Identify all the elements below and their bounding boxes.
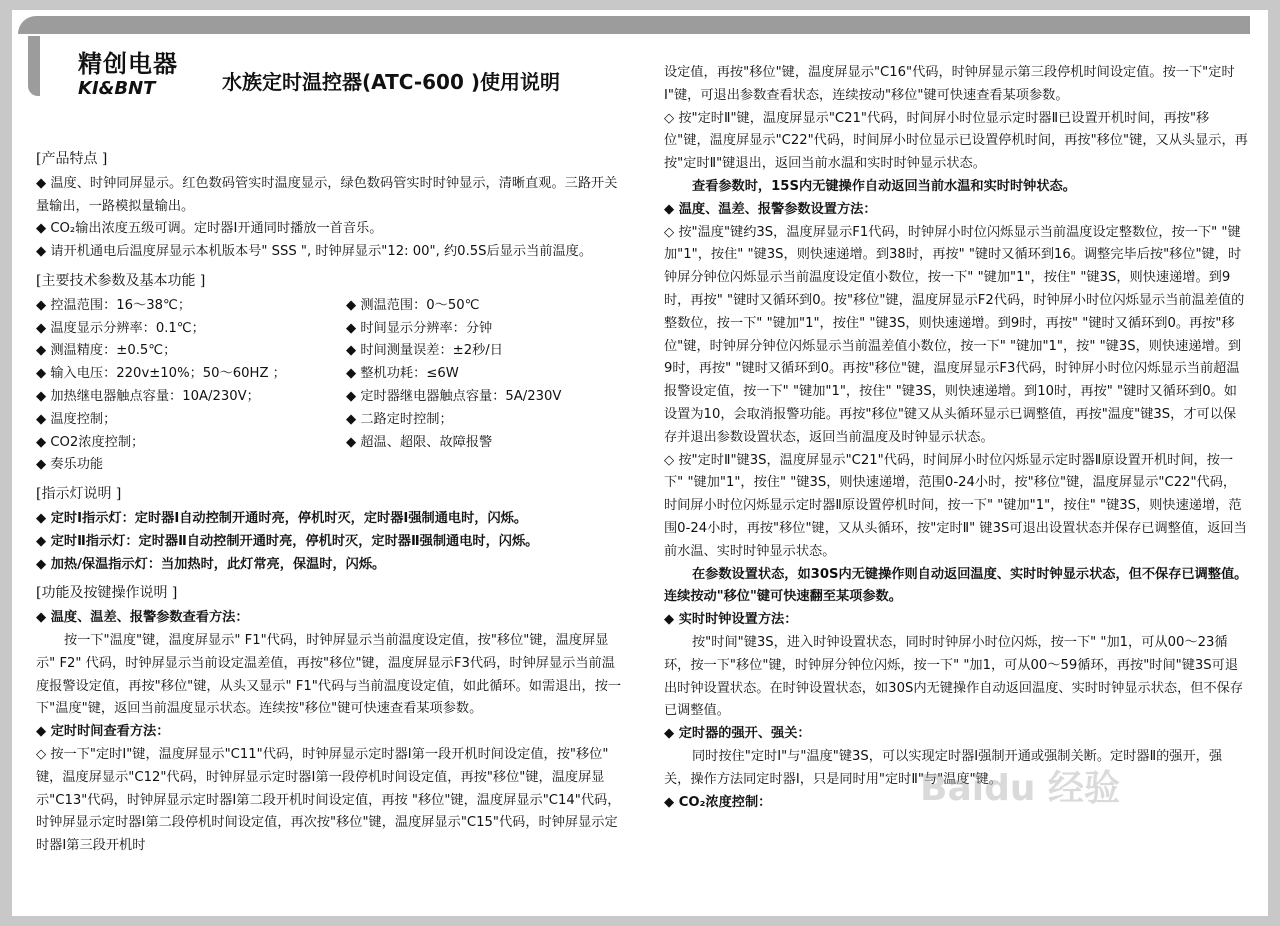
right-column (664, 62, 1248, 814)
document-title: 水族定时温控器(ATC-600 )使用说明 (222, 70, 560, 94)
timer2-set-text: ◇ 按"定时Ⅱ"键3S，温度屏显示"C21"代码，时间屏小时位闪烁显示定时器Ⅱ原设置开机时间，按一下" "键加"1"，按住" "键3S，则快速递增，范围0-24小时，按"移位"键，温度屏显示"C22"代码，时间屏小时位闪烁显示定时器Ⅱ原设置停机时间，按一下" "键加"1"，按住" "键3S，则快速递增，范围0-24小时，再按"移位"键，又从头循环，按"定时Ⅱ" 键3S可退出设置状态并保存已调整值，返回当前水温、实时时钟显示状态。 (664, 452, 1247, 559)
force-text: 同时按住"定时Ⅰ"与"温度"键3S，可以实现定时器Ⅰ强制开通或强制关断。定时器Ⅱ的强开，强关，操作方法同定时器Ⅰ，只是同时用"定时Ⅱ"与"温度"键。 (664, 748, 1223, 787)
temp-check-heading: ◆ 温度、温差、报警参数查看方法： (36, 610, 249, 626)
spec-item: ◆ 温度控制； (36, 411, 117, 427)
watermark: Baidu 经验 (920, 768, 1121, 809)
indicator-item: ◆ 加热/保温指示灯：当加热时，此灯常亮，保温时，闪烁。 (36, 556, 386, 572)
spec-item: ◆ 奏乐功能 (36, 457, 104, 473)
spec-item: ◆ 整机功耗：≤6W (346, 366, 459, 382)
feature-item: ◆ 温度、时钟同屏显示。红色数码管实时温度显示，绿色数码管实时时钟显示，清晰直观。三路开关量输出，一路模拟量输出。 (36, 175, 618, 214)
spec-item: ◆ 测温范围：0～50℃ (346, 297, 480, 313)
header-bar (18, 16, 1250, 34)
logo-cn: 精创电器 (78, 50, 178, 78)
spec-item: ◆ 定时器继电器触点容量：5A/230V (346, 388, 562, 404)
temp-check-text: 按一下"温度"键，温度屏显示" F1"代码，时钟屏显示当前温度设定值，按"移位"键，温度屏显示" F2" 代码，时钟屏显示当前设定温差值，再按"移位"键，温度屏显示F3代码，时钟屏显示当前温度报警设定值，再按"移位"键，从头又显示" F1"代码与当前温度设定值，如此循环。如需退出，按一下"温度"键，返回当前温度显示状态。连续按"移位"键可快速查看某项参数。 (36, 632, 622, 717)
force-heading: ◆ 定时器的强开、强关： (664, 726, 811, 742)
clock-set-heading: ◆ 实时时钟设置方法： (664, 612, 798, 628)
spec-item: ◆ 控温范围：16～38℃； (36, 297, 192, 313)
section-indicators-heading: [指示灯说明 ] (36, 486, 122, 503)
indicator-item: ◆ 定时Ⅰ指示灯：定时器Ⅰ自动控制开通时亮，停机时灭，定时器Ⅰ强制通电时，闪烁。 (36, 510, 528, 526)
timer-check-text: ◇ 按一下"定时Ⅰ"键，温度屏显示"C11"代码，时钟屏显示定时器Ⅰ第一段开机时间设定值，按"移位" 键，温度屏显示"C12"代码，时钟屏显示定时器Ⅰ第一段停机时间设定值，再按"移位"键，温度屏显示"C13"代码，时钟屏显示定时器Ⅰ第二段开机时间设定值，再按 "移位"键，温度屏显示"C14"代码，时钟屏显示定时器Ⅰ第二段停机时间设定值，再次按"移位"键，温度屏显示"C15"代码，时钟屏显示定时器Ⅰ第三段开机时 (36, 746, 621, 854)
spec-item: ◆ 输入电压：220v±10%；50～60HZ ； (36, 366, 286, 382)
section-specs-heading: [主要技术参数及基本功能 ] (36, 272, 206, 289)
param-set-heading: ◆ 温度、温差、报警参数设置方法： (664, 201, 877, 217)
spec-item: ◆ CO2浓度控制； (36, 434, 145, 450)
section-features-heading: [产品特点 ] (36, 151, 108, 167)
timer-check-heading: ◆ 定时时间查看方法： (36, 724, 170, 740)
spec-item: ◆ 温度显示分辨率：0.1℃； (36, 320, 205, 336)
brand-logo (28, 36, 198, 104)
co2-heading: ◆ CO₂浓度控制： (664, 794, 772, 810)
logo-swoop (28, 36, 40, 96)
spec-item: ◆ 时间测量误差：±2秒/日 (346, 343, 503, 359)
clock-set-text: 按"时间"键3S，进入时钟设置状态，同时时钟屏小时位闪烁，按一下" "加1，可从00～23循环，按一下"移位"键，时钟屏分钟位闪烁，按一下" "加1，可从00～59循环，再按"时间"键3S可退出时钟设置状态。在时钟设置状态，如30S内无键操作自动返回温度、实时时钟显示状态，但不保存已调整值。 (664, 634, 1244, 719)
spec-item: ◆ 加热继电器触点容量：10A/230V； (36, 388, 260, 404)
param-set-text: ◇ 按"温度"键约3S，温度屏显示F1代码，时钟屏小时位闪烁显示当前温度设定整数位，按一下" "键加"1"，按住" "键3S，则快速递增。到38时，再按" "键时又循环到16。调整完毕后按"移位"键，时钟屏分钟位闪烁显示当前温度设定值小数位，按一下" "键加"1"，按住" "键3S，则快速递增。到9时，再按" "键时又循环到0。按"移位"键，温度屏显示F2代码，时钟屏小时位闪烁显示当前温差值的整数位，按一下" "键加"1"，按住" "键3S，则快速递增。到9时，再按" "键时又循环到0。再按"移位"键，时钟屏分钟位闪烁显示当前温差值小数位，按一下" "键加"1"，按" "键3S，则快速递增。到9时，再按" "键时又循环到0。再按"移位"键，温度屏显示F3代码，时钟屏小时位闪烁显示当前超温报警设定值，按一下" "键加"1"，按住" "键3S，则快速递增。到10时，再按" "键时又循环到0。如设置为10，会取消报警功能。再按"移位"键又从头循环显示已调整值，再按"温度"键3S，才可以保存并退出参数设置状态，返回当前温度及时钟显示状态。 (664, 224, 1245, 445)
specs-grid (36, 295, 624, 477)
logo-en: KI&BNT (78, 78, 156, 99)
section-functions-heading: [功能及按键操作说明 ] (36, 585, 178, 602)
left-column (36, 142, 624, 858)
spec-item: ◆ 时间显示分辨率：分钟 (346, 320, 493, 336)
indicator-item: ◆ 定时Ⅱ指示灯：定时器Ⅱ自动控制开通时亮，停机时灭，定时器Ⅱ强制通电时，闪烁。 (36, 533, 539, 549)
spec-item: ◆ 测温精度：±0.5℃； (36, 343, 177, 359)
timer-check-continued: 设定值，再按"移位"键，温度屏显示"C16"代码，时钟屏显示第三段停机时间设定值。按一下"定时Ⅰ"键，可退出参数查看状态，连续按动"移位"键可快速查看某项参数。 (664, 65, 1235, 103)
feature-item: ◆ 请开机通电后温度屏显示本机版本号" SSS ", 时钟屏显示"12: 00", 约0.5S后显示当前温度。 (36, 244, 593, 260)
spec-item: ◆ 二路定时控制； (346, 411, 453, 427)
spec-item: ◆ 超温、超限、故障报警 (346, 434, 493, 450)
feature-item: ◆ CO₂输出浓度五级可调。定时器Ⅰ开通同时播放一首音乐。 (36, 221, 383, 237)
auto-return-note: 查看参数时，15S内无键操作自动返回当前水温和实时时钟状态。 (692, 178, 1076, 194)
set-timeout-note: 在参数设置状态，如30S内无键操作则自动返回温度、实时时钟显示状态，但不保存已调整值。连续按动"移位"键可快速翻至某项参数。 (664, 566, 1248, 605)
timer2-check-text: ◇ 按"定时Ⅱ"键，温度屏显示"C21"代码，时间屏小时位显示定时器Ⅱ已设置开机时间，再按"移位"键，温度屏显示"C22"代码，时间屏小时位显示已设置停机时间，再按"移位"键，又从头显示，再按"定时Ⅱ"键退出，返回当前水温和实时时钟显示状态。 (664, 110, 1248, 172)
